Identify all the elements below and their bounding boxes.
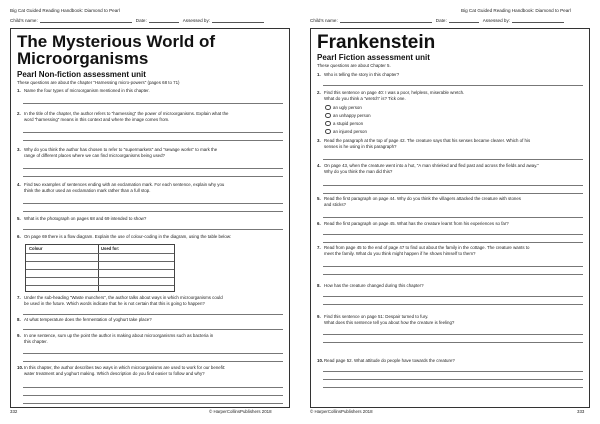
- table-header-used-for: Used for:: [101, 246, 120, 251]
- answer-line[interactable]: [323, 85, 583, 86]
- assessed-by-field[interactable]: [212, 18, 264, 23]
- question-2: 2. Find this sentence on page 40: I was a poor, helpless, miserable wretch. What do you think a "wretch" is? Tick one.: [317, 90, 465, 102]
- table-row[interactable]: [26, 253, 174, 254]
- answer-line[interactable]: [323, 296, 583, 297]
- answer-line[interactable]: [323, 159, 583, 160]
- copyright: © HarperCollinsPublishers 2018: [209, 409, 272, 414]
- question-5: 5. Read the first paragraph on page 44. Why do you think the villagers attacked the creature with stones and sticks?: [317, 196, 521, 208]
- page-title: Frankenstein: [317, 32, 436, 53]
- question-4: 4. Find two examples of sentences ending with an exclamation mark. For each sentence, explain why you think the author used an exclamation mark rather than a full stop.: [17, 182, 225, 194]
- question-7: 7. Under the sub-heading "Waste munchers", the author talks about ways in which microorganisms could be used in the future. Which words indicate that he is not certain that this is going to happen?: [17, 295, 223, 307]
- question-9: 9. Find this sentence on page 51: Despair turned to fury. What does this sentence tell you about how the creature is feeling?: [317, 314, 455, 326]
- question-4: 4. On page 43, when the creature went into a hut, "A man shrieked and fled past and across the fields and away." Why do you think the man did this?: [317, 163, 539, 175]
- form-fields: [10, 18, 268, 23]
- question-5: 5. What is the photograph on pages 68 and 69 intended to show?: [17, 216, 147, 221]
- date-field[interactable]: [149, 18, 179, 23]
- question-7: 7. Read from page 45 to the end of page 47 to find out about the family in the cottage. The creature wants to meet the family. What do you think might happen if he shows himself to them?: [317, 245, 530, 257]
- book-title: Big Cat Guided Reading Handbook: Diamond to Pearl: [10, 8, 120, 13]
- answer-line[interactable]: [323, 379, 583, 380]
- table-row[interactable]: [26, 261, 174, 262]
- copyright: © HarperCollinsPublishers 2018: [310, 409, 373, 414]
- answer-line[interactable]: [23, 211, 283, 212]
- table-row[interactable]: [26, 269, 174, 270]
- answer-line[interactable]: [323, 334, 583, 335]
- answer-line[interactable]: [23, 403, 283, 404]
- unit-subtitle: Pearl Fiction assessment unit: [317, 53, 430, 62]
- right-page: [300, 0, 600, 424]
- answer-line[interactable]: [23, 353, 283, 354]
- assessment-frame: [310, 28, 590, 408]
- question-1: 1. Who is telling the story in this chapter?: [317, 72, 400, 77]
- question-10: 10. Read page 52. What attitude do people have towards the creature?: [317, 358, 455, 363]
- option-stupid-person[interactable]: a stupid person: [325, 121, 363, 126]
- answer-line[interactable]: [23, 140, 283, 141]
- table-header-colour: Colour: [29, 246, 43, 251]
- page-number: 332: [10, 409, 18, 414]
- answer-line[interactable]: [23, 176, 283, 177]
- answer-line[interactable]: [23, 361, 283, 362]
- table-row[interactable]: [26, 285, 174, 286]
- question-3: 3. Why do you think the author has chosen to refer to "supermarkets" and "sewage works" to mark the range of different places where we can find microorganisms being used?: [17, 147, 218, 159]
- question-1: 1. Name the four types of microorganism mentioned in this chapter.: [17, 88, 150, 93]
- date-field[interactable]: [449, 18, 479, 23]
- answer-line[interactable]: [23, 229, 283, 230]
- unit-subtitle: Pearl Non-fiction assessment unit: [17, 70, 146, 79]
- answer-line[interactable]: [23, 132, 283, 133]
- question-6: 6. Read the first paragraph on page 45. What has the creature learnt from his experiences so far?: [317, 221, 509, 226]
- date-label: Date:: [435, 18, 447, 23]
- childs-name-label: Child’s name:: [10, 18, 38, 23]
- assessed-by-label: Assessed by:: [182, 18, 211, 23]
- answer-line[interactable]: [323, 342, 583, 343]
- page-title-line2: Microorganisms: [17, 49, 149, 68]
- answer-line[interactable]: [23, 314, 283, 315]
- answer-line[interactable]: [23, 203, 283, 204]
- intro-text: These questions are about Chapter 5.: [317, 63, 391, 68]
- childs-name-label: Child’s name:: [310, 18, 338, 23]
- childs-name-field[interactable]: [340, 18, 432, 23]
- question-9: 9. In one sentence, sum up the point the author is making about microorganisms such as bacteria in this chapter.: [17, 333, 214, 345]
- answer-line[interactable]: [323, 242, 583, 243]
- assessed-by-field[interactable]: [512, 18, 564, 23]
- colour-table: [25, 244, 175, 292]
- assessed-by-label: Assessed by:: [482, 18, 511, 23]
- question-6: 6. On page 69 there is a flow diagram. Explain the use of colour-coding in the diagram, using the table below:: [17, 234, 232, 239]
- answer-line[interactable]: [23, 103, 283, 104]
- intro-text: These questions are about the chapter "Harnessing micro-powers" (pages 68 to 71): [17, 80, 180, 85]
- option-unhappy-person[interactable]: an unhappy person: [325, 113, 371, 118]
- question-2: 2. In the title of the chapter, the author refers to "harnessing" the power of microorganisms. Explain what the word "harnessing" means in this context and where the image comes from.: [17, 111, 229, 123]
- answer-line[interactable]: [323, 234, 583, 235]
- childs-name-field[interactable]: [40, 18, 132, 23]
- page-number: 333: [577, 409, 585, 414]
- answer-line[interactable]: [323, 304, 583, 305]
- form-fields: [310, 18, 568, 23]
- answer-line[interactable]: [23, 168, 283, 169]
- option-injured-person[interactable]: an injured person: [325, 129, 367, 134]
- tick-box[interactable]: [325, 121, 331, 126]
- tick-box[interactable]: [325, 129, 331, 134]
- answer-line[interactable]: [323, 387, 583, 388]
- book-title: Big Cat Guided Reading Handbook: Diamond to Pearl: [461, 8, 571, 13]
- question-8: 8. How has the creature changed during this chapter?: [317, 283, 424, 288]
- tick-box[interactable]: [325, 113, 331, 118]
- answer-line[interactable]: [323, 371, 583, 372]
- table-row[interactable]: [26, 277, 174, 278]
- answer-line[interactable]: [23, 395, 283, 396]
- answer-line[interactable]: [23, 387, 283, 388]
- question-10: 10. In this chapter, the author describes two ways in which microorganisms are used to work for our benefit: water treatment and yoghurt making. Which description do you find easier to follow and why?: [17, 365, 226, 377]
- page-title-line1: The Mysterious World of: [17, 32, 216, 51]
- answer-line[interactable]: [323, 185, 583, 186]
- question-8: 8. At what temperature does the fermentation of yoghurt take place?: [17, 317, 152, 322]
- date-label: Date:: [135, 18, 147, 23]
- answer-line[interactable]: [323, 266, 583, 267]
- tick-box[interactable]: [325, 105, 331, 110]
- answer-line[interactable]: [23, 329, 283, 330]
- answer-line[interactable]: [323, 193, 583, 194]
- answer-line[interactable]: [323, 274, 583, 275]
- question-3: 3. Read the paragraph at the top of page 42. The creature says that his senses became clearer. Which of his senses is he using in this paragraph?: [317, 138, 531, 150]
- answer-line[interactable]: [323, 217, 583, 218]
- assessment-frame: [10, 28, 290, 408]
- option-ugly-person[interactable]: an ugly person: [325, 105, 362, 110]
